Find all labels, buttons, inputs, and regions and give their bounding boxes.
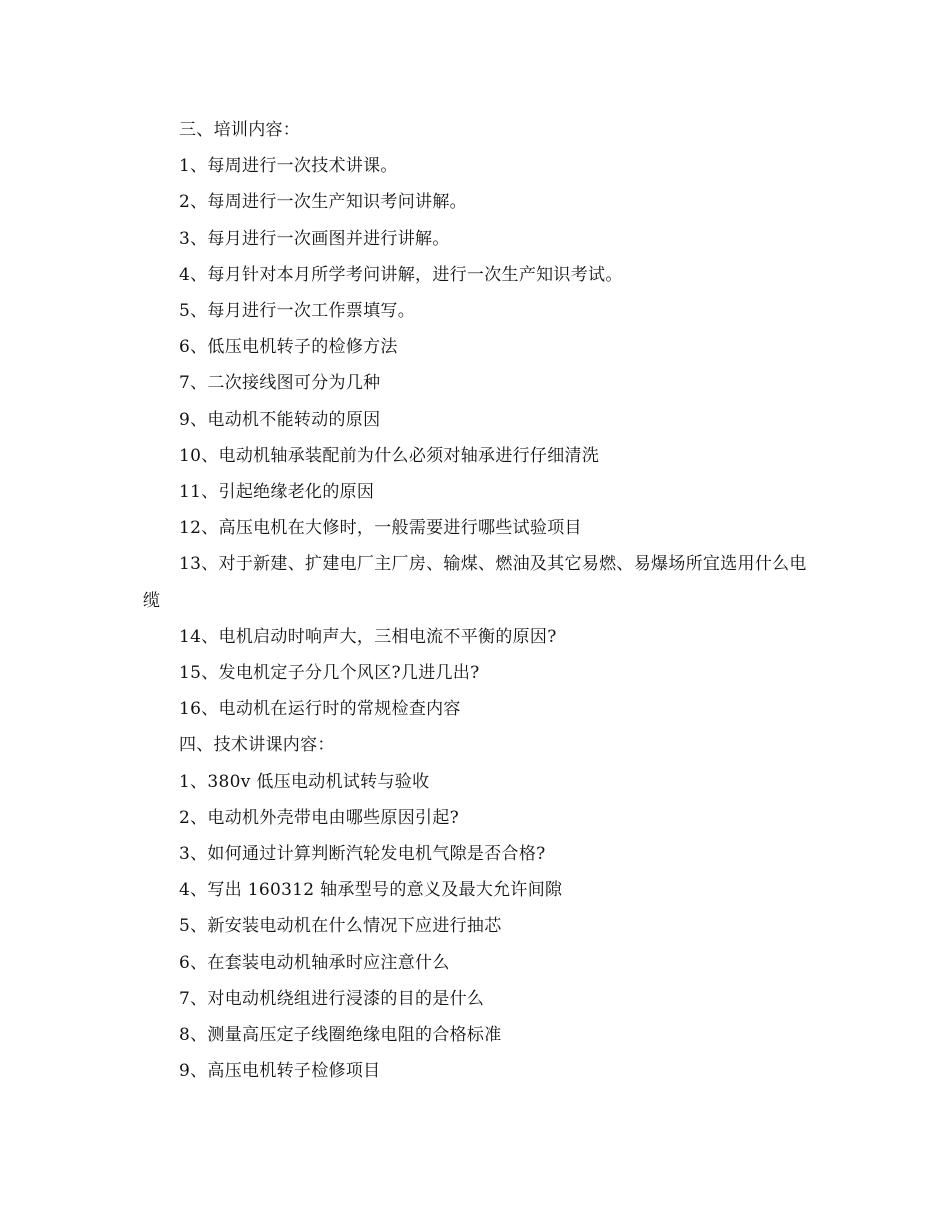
- list-item: 2、每周进行一次生产知识考问讲解。: [179, 192, 467, 213]
- section-heading-lectures: 四、技术讲课内容：: [179, 735, 335, 756]
- list-item: 12、高压电机在大修时，一般需要进行哪些试验项目: [179, 518, 582, 539]
- list-item: 1、380v 低压电动机试转与验收: [179, 771, 430, 792]
- list-item: 3、每月进行一次画图并进行讲解。: [179, 228, 450, 249]
- list-item: 8、测量高压定子线圈绝缘电阻的合格标准: [179, 1025, 502, 1046]
- list-item: 16、电动机在运行时的常规检查内容: [179, 699, 461, 720]
- list-item: 6、低压电机转子的检修方法: [179, 337, 398, 358]
- list-item: 5、每月进行一次工作票填写。: [179, 301, 416, 322]
- list-item: 15、发电机定子分几个风区?几进几出?: [179, 663, 480, 684]
- list-item: 2、电动机外壳带电由哪些原因引起?: [179, 807, 460, 828]
- list-item: 7、对电动机绕组进行浸漆的目的是什么: [179, 988, 485, 1009]
- list-item: 5、新安装电动机在什么情况下应进行抽芯: [179, 916, 502, 937]
- list-item: 14、电机启动时响声大，三相电流不平衡的原因?: [179, 626, 557, 647]
- list-item: 10、电动机轴承装配前为什么必须对轴承进行仔细清洗: [179, 445, 600, 466]
- list-item: 4、每月针对本月所学考问讲解，进行一次生产知识考试。: [179, 264, 623, 285]
- list-item: 7、二次接线图可分为几种: [179, 373, 381, 394]
- list-item: 9、电动机不能转动的原因: [179, 409, 381, 430]
- section-heading-training: 三、培训内容：: [179, 120, 301, 140]
- document-body: [143, 112, 815, 1089]
- list-item: 1、每周进行一次技术讲课。: [179, 156, 398, 177]
- list-item: 9、高压电机转子检修项目: [179, 1061, 381, 1082]
- list-item: 11、引起绝缘老化的原因: [179, 482, 375, 503]
- list-item: 13、对于新建、扩建电厂主厂房、输煤、燃油及其它易燃、易爆场所宜选用什么电缆: [143, 554, 807, 611]
- list-item: 6、在套装电动机轴承时应注意什么: [179, 952, 450, 973]
- list-item: 3、如何通过计算判断汽轮发电机气隙是否合格?: [179, 844, 546, 865]
- list-item: 4、写出 160312 轴承型号的意义及最大允许间隙: [179, 880, 563, 901]
